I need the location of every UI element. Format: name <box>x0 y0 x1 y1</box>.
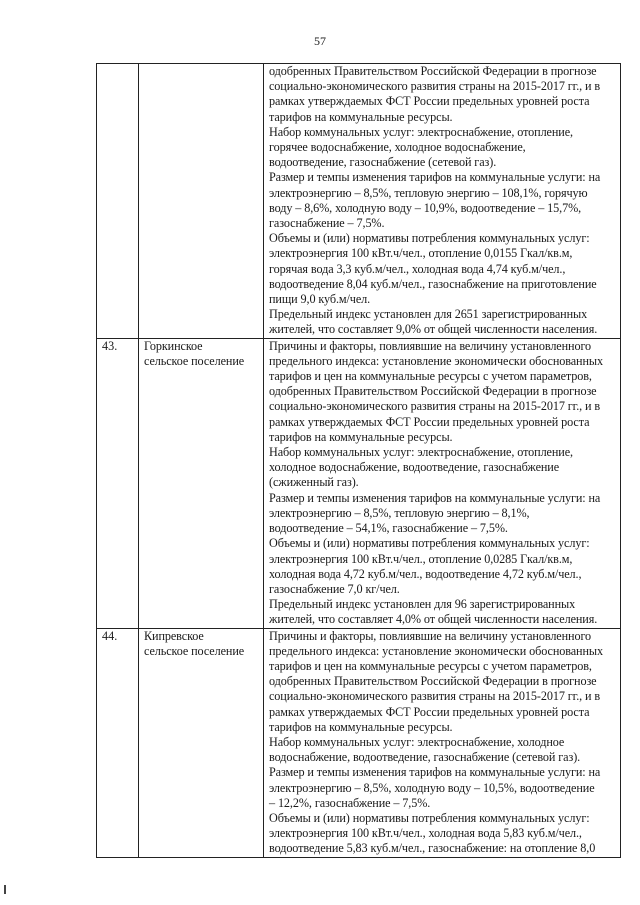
description-line: социально-экономического развития страны на 2015-2017 гг., и в <box>269 689 601 704</box>
settlement-name <box>139 338 264 628</box>
description-line: (сжиженный газ). <box>269 475 359 490</box>
description-line: воду – 8,6%, холодную воду – 10,9%, водоотведение – 15,7%, <box>269 200 582 215</box>
description-line: водоснабжение, водоотведение, газоснабжение (сетевой газ). <box>269 750 581 765</box>
description-line: предельного индекса: установление экономически обоснованных <box>269 353 603 368</box>
description-line: одобренных Правительством Российской Федерации в прогнозе <box>269 384 597 399</box>
description-line: Предельный индекс установлен для 2651 зарегистрированных <box>269 307 588 322</box>
description-line: водоотведение 8,04 куб.м/чел., газоснабжение на приготовление <box>269 276 597 291</box>
description-line: – 12,2%, газоснабжение – 7,5%. <box>269 795 431 810</box>
description-line: Объемы и (или) нормативы потребления коммунальных услуг: <box>269 810 590 825</box>
description-line: пищи 9,0 куб.м/чел. <box>269 292 371 307</box>
description-line: электроэнергия 100 кВт.ч/чел., отопление 0,0155 Гкал/кв.м, <box>269 246 573 261</box>
settlement-name-line: сельское поселение <box>144 353 245 368</box>
description-cell <box>264 338 621 628</box>
description-line: Размер и темпы изменения тарифов на коммунальные услуги: на <box>269 170 601 185</box>
description-line: одобренных Правительством Российской Федерации в прогнозе <box>269 674 597 689</box>
description-line: тарифов на коммунальные ресурсы. <box>269 429 453 444</box>
description-line: Причины и факторы, повлиявшие на величину установленного <box>269 338 592 353</box>
description-line: холодная вода 4,72 куб.м/чел., водоотведение 4,72 куб.м/чел., <box>269 566 582 581</box>
description-line: Размер и темпы изменения тарифов на коммунальные услуги: на <box>269 490 601 505</box>
description-line: предельного индекса: установление экономически обоснованных <box>269 643 603 658</box>
scan-artifact-mark <box>4 885 6 894</box>
settlement-name-line: Кипревское <box>144 628 204 643</box>
description-line: Набор коммунальных услуг: электроснабжение, отопление, <box>269 124 573 139</box>
description-line: электроэнергия 100 кВт.ч/чел., холодная вода 5,83 куб.м/чел., <box>269 826 582 841</box>
table-row <box>97 338 621 628</box>
description-line: рамках утверждаемых ФСТ России предельных уровней роста <box>269 414 590 429</box>
description-line: тарифов на коммунальные ресурсы. <box>269 719 453 734</box>
row-number: 43. <box>97 338 139 628</box>
description-line: одобренных Правительством Российской Федерации в прогнозе <box>269 64 597 78</box>
description-line: Объемы и (или) нормативы потребления коммунальных услуг: <box>269 536 590 551</box>
description-line: газоснабжение 7,0 кг/чел. <box>269 581 400 596</box>
settlement-name <box>139 628 264 857</box>
tariff-table <box>96 63 621 858</box>
description-cell <box>264 64 621 339</box>
description-line: Размер и темпы изменения тарифов на коммунальные услуги: на <box>269 765 601 780</box>
description-cell <box>264 628 621 857</box>
description-line: горячее водоснабжение, холодное водоснабжение, <box>269 140 526 155</box>
description-line: тарифов и цен на коммунальные ресурсы с учетом параметров, <box>269 369 592 384</box>
description-line: газоснабжение – 7,5%. <box>269 216 385 231</box>
table-row <box>97 628 621 857</box>
description-line: Причины и факторы, повлиявшие на величину установленного <box>269 628 592 643</box>
description-line: тарифов на коммунальные ресурсы. <box>269 109 453 124</box>
description-line: водоотведение 5,83 куб.м/чел., газоснабжение: на отопление 8,0 <box>269 841 596 856</box>
description-line: холодное водоснабжение, водоотведение, газоснабжение <box>269 460 560 475</box>
description-line: водоотведение, газоснабжение (сетевой газ). <box>269 155 497 170</box>
description-line: электроэнергия 100 кВт.ч/чел., отопление 0,0285 Гкал/кв.м, <box>269 551 573 566</box>
description-line: электроэнергию – 8,5%, тепловую энергию – 108,1%, горячую <box>269 185 588 200</box>
page-number: 57 <box>314 34 326 48</box>
description-line: социально-экономического развития страны на 2015-2017 гг., и в <box>269 79 601 94</box>
description-line: Объемы и (или) нормативы потребления коммунальных услуг: <box>269 231 590 246</box>
description-line: рамках утверждаемых ФСТ России предельных уровней роста <box>269 704 590 719</box>
description-line: электроэнергию – 8,5%, холодную воду – 10,5%, водоотведение <box>269 780 595 795</box>
table-row <box>97 64 621 339</box>
description-line: горячая вода 3,3 куб.м/чел., холодная вода 4,74 куб.м/чел., <box>269 261 566 276</box>
row-number: 44. <box>97 628 139 857</box>
description-line: жителей, что составляет 4,0% от общей численности населения. <box>269 612 598 627</box>
description-line: жителей, что составляет 9,0% от общей численности населения. <box>269 322 598 337</box>
settlement-name <box>139 64 264 339</box>
description-line: электроэнергию – 8,5%, тепловую энергию – 8,1%, <box>269 505 530 520</box>
description-line: Предельный индекс установлен для 96 зарегистрированных <box>269 597 576 612</box>
row-number <box>97 64 139 339</box>
description-line: тарифов и цен на коммунальные ресурсы с учетом параметров, <box>269 658 592 673</box>
description-line: Набор коммунальных услуг: электроснабжение, холодное <box>269 734 565 749</box>
description-line: рамках утверждаемых ФСТ России предельных уровней роста <box>269 94 590 109</box>
description-line: водоотведение – 54,1%, газоснабжение – 7,5%. <box>269 521 508 536</box>
settlement-name-line: сельское поселение <box>144 643 245 658</box>
description-line: Набор коммунальных услуг: электроснабжение, отопление, <box>269 445 573 460</box>
settlement-name-line: Горкинское <box>144 338 203 353</box>
description-line: социально-экономического развития страны на 2015-2017 гг., и в <box>269 399 601 414</box>
